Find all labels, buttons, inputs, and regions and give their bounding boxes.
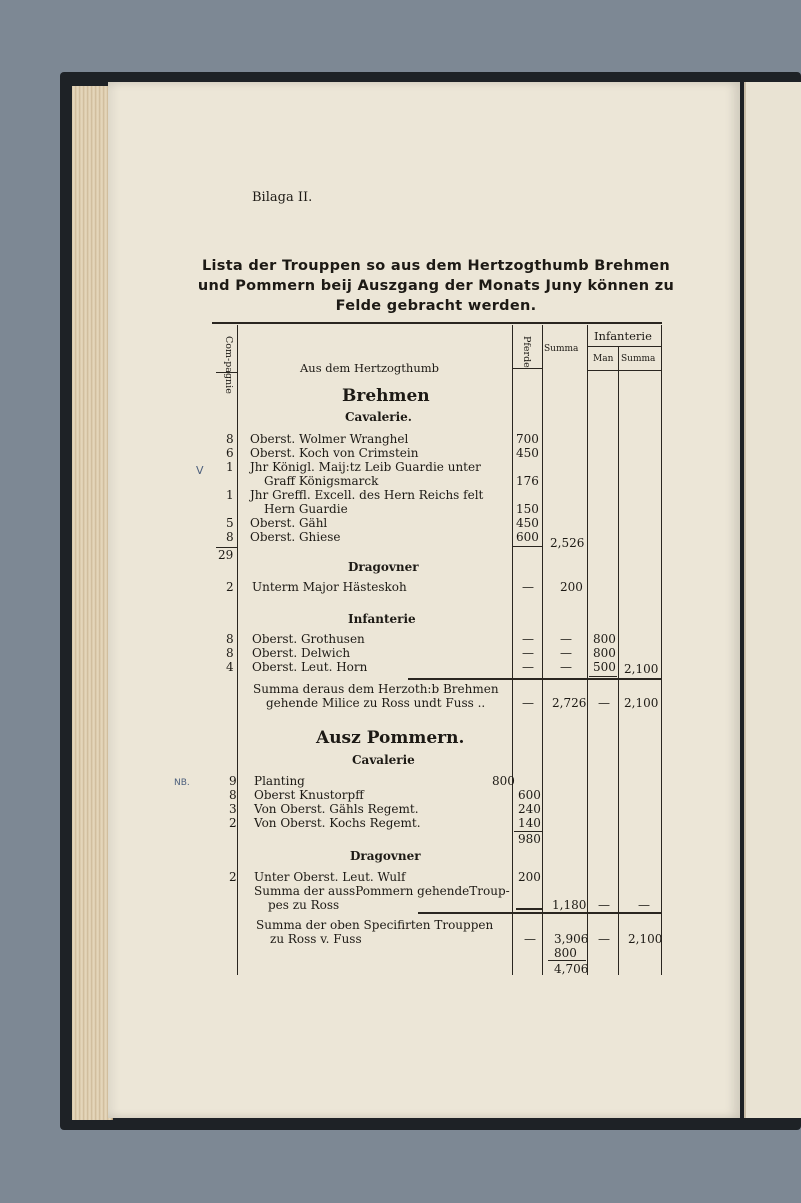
pferde-sum-rule: [512, 546, 542, 547]
comp-cell: 1: [226, 488, 234, 502]
grand-summa: 3,906: [554, 932, 589, 946]
margin-mark-nb: NB.: [174, 778, 190, 788]
cavalerie-summa: 2,526: [550, 536, 585, 550]
comp-cell: 8: [226, 646, 234, 660]
pferde-cell: 600: [516, 530, 539, 544]
unit-text: Oberst. Wolmer Wranghel: [250, 432, 409, 446]
pferde-cell: —: [522, 660, 534, 674]
man-cell: 800: [593, 646, 616, 660]
brehmen-cavalerie-heading: Cavalerie.: [345, 410, 412, 424]
region-intro: Aus dem Hertzogthumb: [300, 361, 439, 375]
total-summa: 1,180: [552, 898, 587, 912]
header-man: Man: [593, 354, 614, 364]
unit-text: Jhr Greffl. Excell. des Hern Reichs felt: [250, 488, 484, 502]
grand-total-line-1: Summa der oben Specifirten Trouppen: [256, 918, 494, 932]
unit-text: Unter Oberst. Leut. Wulf: [254, 870, 406, 884]
total-pferde: —: [522, 696, 534, 710]
comp-cell: 5: [226, 516, 234, 530]
page-edges: [72, 86, 113, 1120]
title-line-2: und Pommern beij Auszgang der Monats Juny können zu: [197, 278, 675, 294]
summa-cell: 200: [560, 580, 583, 594]
total-summa: 2,726: [552, 696, 587, 710]
comp-cell: 8: [226, 432, 234, 446]
page-title: [196, 256, 676, 316]
pommern-dragovner-heading: Dragovner: [350, 849, 421, 863]
summa-cell: —: [560, 660, 572, 674]
section1-total-rule: [408, 678, 662, 680]
pferde-cell: 176: [516, 474, 539, 488]
brehmen-total-line-1: Summa deraus dem Herzoth:b Brehmen: [253, 682, 499, 696]
unit-text: Oberst. Gähl: [250, 516, 328, 530]
total-man: —: [598, 898, 610, 912]
header-summa: Summa: [544, 344, 579, 354]
pferde-cell: 240: [518, 802, 541, 816]
unit-text: Unterm Major Hästeskoh: [252, 580, 407, 594]
rule-text-right: [512, 325, 513, 975]
pommern-total-line-2: pes zu Ross: [268, 898, 340, 912]
pferde-cell: 700: [516, 432, 539, 446]
rule-summa-right: [587, 325, 588, 975]
margin-mark-v: V: [196, 464, 204, 477]
pferde-sum-rule-2: [516, 908, 542, 910]
grand-total-line-2: zu Ross v. Fuss: [270, 932, 362, 946]
unit-text: Oberst Knustorpff: [254, 788, 364, 802]
comp-cell: 8: [226, 530, 234, 544]
grand-pferde: —: [524, 932, 536, 946]
summa-cell: —: [560, 632, 572, 646]
comp-total: 29: [218, 548, 234, 562]
unit-text: Oberst. Leut. Horn: [252, 660, 368, 674]
pferde-cell: 600: [518, 788, 541, 802]
grand-result: 4,706: [554, 962, 589, 976]
comp-cell: 2: [226, 580, 234, 594]
section-pommern-title: Ausz Pommern.: [316, 728, 465, 748]
header-infanterie: Infanterie: [594, 329, 652, 343]
grand-extra: 800: [554, 946, 577, 960]
pferde-cell: 450: [516, 516, 539, 530]
man-cell: 800: [593, 632, 616, 646]
comp-cell: 9: [229, 774, 237, 788]
table-top-rule: [212, 322, 662, 324]
comp-cell: 8: [229, 788, 237, 802]
inline-value: 800: [492, 774, 515, 788]
infanterie-summa: 2,100: [624, 662, 659, 676]
grand-sum-rule: [548, 960, 586, 961]
unit-text: Hern Guardie: [264, 502, 348, 516]
pferde-cell: —: [522, 580, 534, 594]
comp-cell: 2: [229, 870, 237, 884]
man-cell: 500: [593, 660, 616, 674]
unit-text: Oberst. Ghiese: [250, 530, 341, 544]
rule-pferde-right: [542, 325, 543, 975]
comp-cell: 3: [229, 802, 237, 816]
pferde-cell: 450: [516, 446, 539, 460]
unit-text: Planting: [254, 774, 305, 788]
title-line-3: Felde gebracht werden.: [335, 298, 537, 314]
appendix-label: Bilaga II.: [252, 190, 313, 205]
header-companie: Com-pagnie: [223, 336, 234, 394]
brehmen-dragovner-heading: Dragovner: [348, 560, 419, 574]
pferde-cell: 200: [518, 870, 541, 884]
unit-text: Oberst. Delwich: [252, 646, 351, 660]
header-summa-2: Summa: [621, 354, 656, 364]
grand-man: —: [598, 932, 610, 946]
pferde-total: 980: [518, 832, 541, 846]
unit-text: Jhr Königl. Maij:tz Leib Guardie unter: [250, 460, 481, 474]
man-sum-rule: [589, 676, 617, 677]
rule-man-header: [587, 370, 661, 371]
section2-total-rule: [418, 912, 662, 914]
rule-table-right: [661, 325, 662, 975]
total-inf-summa: 2,100: [624, 696, 659, 710]
total-inf-summa: —: [638, 898, 650, 912]
rule-pferde-header: [512, 368, 542, 369]
rule-comp-right: [237, 325, 238, 975]
comp-cell: 1: [226, 460, 234, 474]
rule-man-right: [618, 346, 619, 975]
unit-text: Von Oberst. Kochs Regemt.: [254, 816, 421, 830]
title-line-1: Lista der Trouppen so aus dem Hertzogthumb Brehmen: [201, 258, 671, 274]
pferde-cell: —: [522, 632, 534, 646]
comp-cell: 8: [226, 632, 234, 646]
rule-infanterie-header: [587, 346, 661, 347]
unit-text: Oberst. Koch von Crimstein: [250, 446, 419, 460]
grand-inf-summa: 2,100: [628, 932, 663, 946]
comp-cell: 2: [229, 816, 237, 830]
section-brehmen-title: Brehmen: [342, 386, 430, 406]
facing-page: [744, 82, 801, 1118]
unit-text: Oberst. Grothusen: [252, 632, 365, 646]
comp-cell: 6: [226, 446, 234, 460]
summa-cell: —: [560, 646, 572, 660]
total-man: —: [598, 696, 610, 710]
pferde-cell: 150: [516, 502, 539, 516]
comp-cell: 4: [226, 660, 234, 674]
pferde-cell: —: [522, 646, 534, 660]
pommern-cavalerie-heading: Cavalerie: [352, 753, 415, 767]
pommern-total-line-1: Summa der aussPommern gehendeTroup-: [254, 884, 510, 898]
brehmen-infanterie-heading: Infanterie: [348, 612, 416, 626]
pferde-cell: 140: [518, 816, 541, 830]
book-page: [108, 82, 740, 1118]
unit-text: Graff Königsmarck: [264, 474, 379, 488]
header-pferde: Pferde: [521, 336, 532, 368]
unit-text: Von Oberst. Gähls Regemt.: [254, 802, 419, 816]
brehmen-total-line-2: gehende Milice zu Ross undt Fuss ..: [266, 696, 486, 710]
